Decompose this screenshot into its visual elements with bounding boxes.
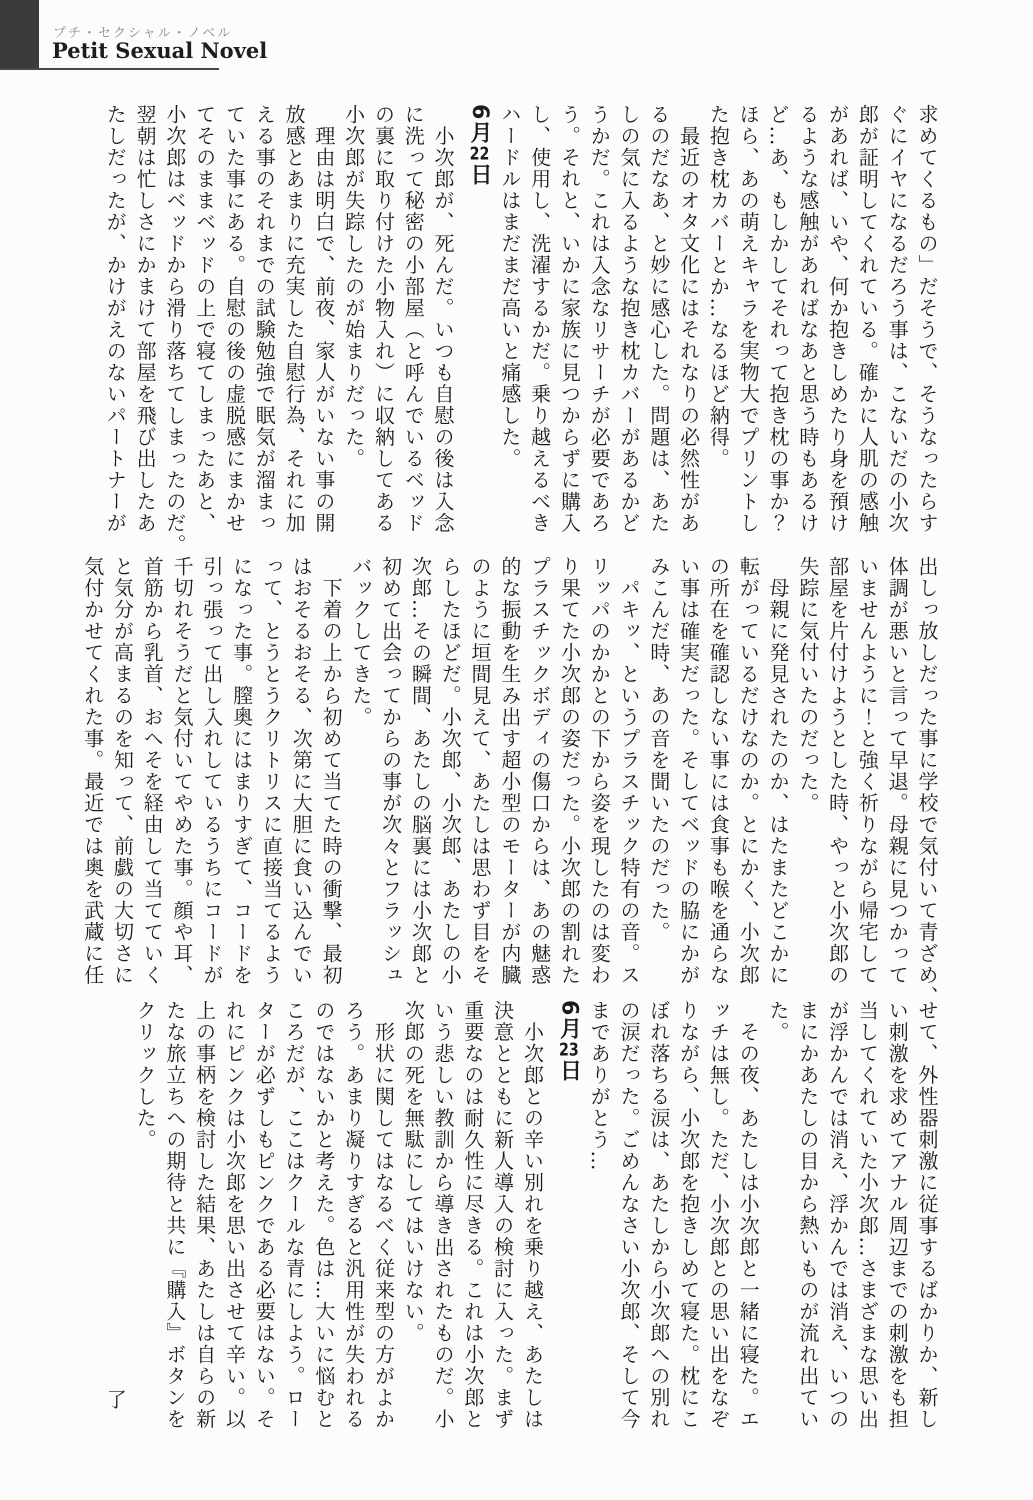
text-column: 初めて出会ってからの事が次々とフラッシュ [378,556,403,986]
text-column: える事のそれまでの試験勉強で眠気が溜まっ [252,104,277,534]
header-rule [0,68,219,70]
text-column: のように垣間見えて、あたしは思わず目をそ [468,556,493,986]
text-column: その夜、あたしは小次郎と一緒に寝た。エ [736,1000,761,1430]
text-band-bottom [95,1000,937,1438]
text-column: 理由は明白で、前夜、家人がいない事の開 [311,104,336,534]
text-column: いう悲しい教訓から導き出されたものだ。小 [431,1000,456,1430]
text-column: に洗って秘密の小部屋（と呼んでいるベッド [401,104,426,534]
text-column: の所在を確認しない事には食事も喉を通らな [706,556,731,986]
text-column: ほら、あの萌えキャラを実物大でプリントし [736,104,761,534]
text-column: 上の事柄を検討した結果、あたしは自らの新 [192,1000,217,1430]
text-column: るのだなあ、と妙に感心した。問題は、あた [646,104,671,534]
text-column: が浮かんでは消え、浮かんでは消え、いつの [825,1000,850,1430]
text-column: 失踪に気付いたのだった。 [795,556,820,814]
text-column: 引っ張って出し入れしているうちにコードが [199,556,224,986]
text-column: リッパのかかとの下から姿を現したのは変わ [587,556,612,986]
text-column: 転がっているだけなのか。とにかく、小次郎 [736,556,761,986]
text-column: ど…あ、もしかしてそれって抱き枕の事か？ [766,104,791,534]
text-column: 部屋を片付けようとした時、やっと小次郎の [825,556,850,986]
text-column: 下着の上から初めて当てた時の衝撃、最初 [319,556,344,986]
text-column: うかだ。これは入念なリサーチが必要であろ [587,104,612,534]
text-column: らしたほどだ。小次郎、小次郎、あたしの小 [438,556,463,986]
text-column: 母親に発見されたのか、はたまたどこかに [766,556,791,986]
text-column: れにピンクは小次郎を思い出させて辛い。以 [222,1000,247,1430]
text-column: ろう。あまり凝りすぎると汎用性が失われる [341,1000,366,1430]
text-column: プラスチックボディの傷口からは、あの魅惑 [527,556,552,986]
text-column: って、とうとうクリトリスに直接当てるよう [259,556,284,986]
text-column: ッチは無し。ただ、小次郎との思い出をなぞ [706,1000,731,1430]
text-column: 小次郎が、死んだ。いつも自慰の後は入念 [431,104,456,534]
text-column: 決意とともに新人導入の検討に入った。まず [490,1000,515,1430]
text-column: になった事。膣奥にはまりすぎて、コードを [229,556,254,986]
text-column: みこんだ時、あの音を聞いたのだった。 [646,556,671,943]
text-column: 千切れそうだと気付いてやめた事。顔や耳、 [170,556,195,986]
text-column: たしだったが、かけがえのないパートナーが [103,104,128,534]
text-column: までありがとう… [587,1000,612,1172]
text-column: しの気に入るような抱き枕カバーがあるかど [617,104,642,534]
text-column: 的な振動を生み出す超小型のモーターが内臓 [497,556,522,986]
text-column: 小次郎との辛い別れを乗り越え、あたしは [520,1000,545,1430]
text-column: があれば、いや、何か抱きしめたり身を預け [825,104,850,534]
text-column: ぐにイヤになるだろう事は、こないだの小次 [885,104,910,534]
text-column: 当してくれていた小次郎…さまざまな思い出 [855,1000,880,1430]
text-column: いませんように！と強く祈りながら帰宅して [855,556,880,986]
text-column: 郎が証明してくれている。確かに人肌の感触 [855,104,880,534]
text-column: 最近のオタ文化にはそれなりの必然性があ [676,104,701,534]
text-column: と気分が高まるのを知って、前戯の大切さに [110,556,135,986]
text-column: たな旅立ちへの期待と共に『購入』ボタンを [162,1000,187,1430]
text-column: ハードルはまだまだ高いと痛感した。 [497,104,522,470]
text-band-top [95,104,939,556]
text-column: 次郎…その瞬間、あたしの脳裏には小次郎と [408,556,433,986]
text-column: り果てた小次郎の姿だった。小次郎の割れた [557,556,582,986]
text-column: た抱き枕カバーとか…なるほど納得。 [706,104,731,470]
end-mark: 了 [103,1388,128,1410]
text-column: 次郎の死を無駄にしてはいけない。 [401,1000,426,1344]
text-column: パキッ、というプラスチック特有の音。ス [617,556,642,986]
text-column: りながら、小次郎を抱きしめて寝た。枕にこ [676,1000,701,1430]
text-column: クリックした。 [133,1000,158,1151]
text-column: の裏に取り付けた小物入れ）に収納してある [371,104,396,534]
corner-block-decoration [0,0,39,68]
text-column: 形状に関してはなるべく従来型の方がよか [371,1000,396,1430]
text-column: い刺激を求めてアナル周辺までの刺激をも担 [885,1000,910,1430]
text-column: はおそるおそる、次第に大胆に食い込んでい [289,556,314,986]
series-title-japanese: プチ・セクシャル・ノベル [53,26,233,41]
series-title-english: Petit Sexual Novel [52,38,268,63]
text-column: 出しっ放しだった事に学校で気付いて青ざめ、 [915,556,939,1008]
text-column: ていた事にある。自慰の後の虚脱感にまかせ [222,104,247,534]
text-column: ターが必ずしもピンクである必要はない。そ [252,1000,277,1430]
text-column: い事は確実だった。そしてベッドの脇にかが [676,556,701,986]
text-band-middle [73,556,939,1008]
text-column: 気付かせてくれた事。最近では奥を武蔵に任 [80,556,105,986]
text-column: の涙だった。ごめんなさい小次郎、そして今 [617,1000,642,1430]
text-column: のではないかと考えた。色は…大いに悩むと [311,1000,336,1430]
text-column: ぼれ落ちる涙は、あたしから小次郎への別れ [646,1000,671,1430]
text-column: 翌朝は忙しさにかまけて部屋を飛び出したあ [133,104,158,534]
text-column: 求めてくるもの」だそうで、そうなったらす [915,104,939,534]
date-heading: 6月22日 [467,104,493,188]
text-column: 重要なのは耐久性に尽きる。これは小次郎と [460,1000,485,1430]
text-column: せて、外性器刺激に従事するばかりか、新し [915,1000,939,1430]
text-column: た。 [766,1000,791,1043]
text-column: まにかあたしの目から熱いものが流れ出てい [795,1000,820,1430]
text-column: 小次郎が失踪したのが始まりだった。 [341,104,366,470]
date-heading: 6月23日 [556,1000,582,1084]
text-column: 放感とあまりに充実した自慰行為、それに加 [282,104,307,534]
text-column: 小次郎はベッドから滑り落ちてしまったのだ。 [162,104,187,556]
text-column: るような感触があればなあと思う時もあるけ [795,104,820,534]
text-column: し、使用し、洗濯するかだ。乗り越えるべき [527,104,552,534]
text-column: 体調が悪いと言って早退。母親に見つかって [885,556,910,986]
text-column: バックしてきた。 [348,556,373,728]
text-column: てそのままベッドの上で寝てしまったあと、 [192,104,217,534]
text-column: 首筋から乳首、おへそを経由して当てていく [140,556,165,986]
text-column: う。それと、いかに家族に見つからずに購入 [557,104,582,534]
text-column: ころだが、ここはクールな青にしよう。ロー [282,1000,307,1430]
